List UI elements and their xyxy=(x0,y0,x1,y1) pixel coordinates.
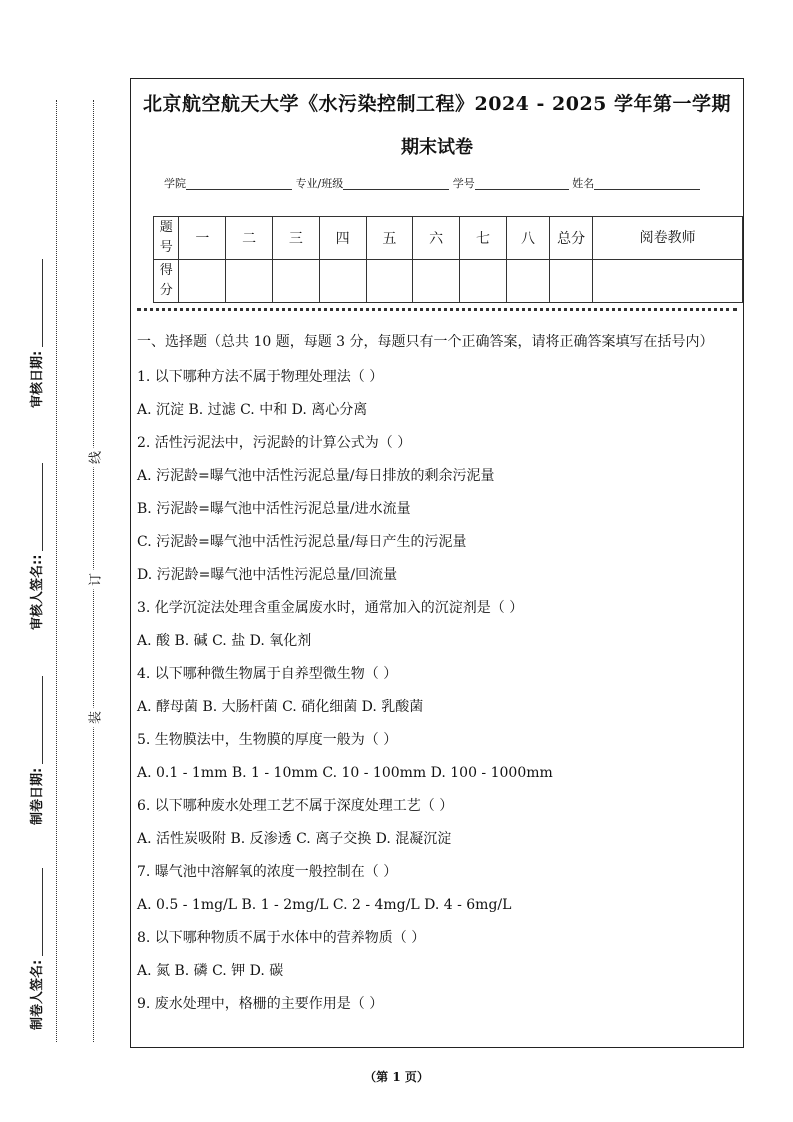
score-col-2: 二 xyxy=(226,217,273,260)
reviewer-signature-label: 审核人签名:: xyxy=(28,470,48,630)
score-cell[interactable] xyxy=(319,260,366,303)
reviewer-date-field[interactable] xyxy=(30,259,43,347)
student-id-label: 学号 xyxy=(452,177,475,190)
page-number: （第 1 页） xyxy=(364,1070,429,1084)
reviewer-signature-field[interactable] xyxy=(30,463,43,551)
college-field[interactable] xyxy=(186,177,292,190)
score-col-3: 三 xyxy=(273,217,320,260)
dotted-separator xyxy=(137,308,737,311)
question-line: A. 酵母菌 B. 大肠杆菌 C. 硝化细菌 D. 乳酸菌 xyxy=(137,699,424,715)
question-line: 9. 废水处理中，格栅的主要作用是（ ） xyxy=(137,996,384,1012)
question-list xyxy=(137,361,735,1021)
score-col-7: 七 xyxy=(460,217,507,260)
question-line: B. 污泥龄=曝气池中活性污泥总量/进水流量 xyxy=(137,501,411,517)
name-label: 姓名 xyxy=(572,177,595,190)
question-line: A. 污泥龄=曝气池中活性污泥总量/每日排放的剩余污泥量 xyxy=(137,468,495,484)
score-table-header-row xyxy=(154,217,743,260)
score-col-grader: 阅卷教师 xyxy=(593,217,743,260)
score-table-score-row xyxy=(154,260,743,303)
question-line: 5. 生物膜法中，生物膜的厚度一般为（ ） xyxy=(137,732,398,748)
major-class-field[interactable] xyxy=(343,177,449,190)
student-info-line xyxy=(164,175,700,191)
section-heading: 一、选择题（总共 10 题，每题 3 分，每题只有一个正确答案，请将正确答案填写在括号内） xyxy=(137,334,714,350)
score-col-8: 八 xyxy=(506,217,549,260)
score-cell[interactable] xyxy=(413,260,460,303)
score-table xyxy=(153,216,743,303)
question-line: A. 0.5 - 1mg/L B. 1 - 2mg/L C. 2 - 4mg/L D. 4 - 6mg/L xyxy=(137,897,512,913)
name-field[interactable] xyxy=(594,177,700,190)
exam-frame xyxy=(130,78,744,1048)
exam-title: 北京航空航天大学《水污染控制工程》2024 - 2025 学年第一学期 xyxy=(143,93,731,115)
score-col-total: 总分 xyxy=(550,217,593,260)
score-col-1: 一 xyxy=(179,217,226,260)
section-multiple-choice xyxy=(137,331,735,1021)
paper-made-date-label: 制卷日期: xyxy=(28,665,48,825)
question-number-label: 题号 xyxy=(154,217,179,260)
question-line: A. 活性炭吸附 B. 反渗透 C. 离子交换 D. 混凝沉淀 xyxy=(137,831,452,847)
score-cell[interactable] xyxy=(460,260,507,303)
score-cell[interactable] xyxy=(366,260,413,303)
question-line: D. 污泥龄=曝气池中活性污泥总量/回流量 xyxy=(137,567,398,583)
score-col-4: 四 xyxy=(319,217,366,260)
paper-maker-signature-field[interactable] xyxy=(30,868,43,956)
question-line: 4. 以下哪种微生物属于自养型微生物（ ） xyxy=(137,666,398,682)
question-line: A. 0.1 - 1mm B. 1 - 10mm C. 10 - 100mm D. 100 - 1000mm xyxy=(137,765,553,781)
score-label: 得分 xyxy=(154,260,179,303)
reviewer-date-label: 审核日期: xyxy=(28,248,48,408)
binding-char-bind: 订 xyxy=(85,570,104,590)
question-line: 8. 以下哪种物质不属于水体中的营养物质（ ） xyxy=(137,930,426,946)
question-line: 7. 曝气池中溶解氧的浓度一般控制在（ ） xyxy=(137,864,398,880)
question-line: 2. 活性污泥法中，污泥龄的计算公式为（ ） xyxy=(137,435,412,451)
exam-subtitle: 期末试卷 xyxy=(401,137,473,158)
question-line: 6. 以下哪种废水处理工艺不属于深度处理工艺（ ） xyxy=(137,798,454,814)
binding-char-line: 线 xyxy=(85,448,104,468)
student-id-field[interactable] xyxy=(475,177,569,190)
question-line: A. 酸 B. 碱 C. 盐 D. 氧化剂 xyxy=(137,633,312,649)
question-line: 3. 化学沉淀法处理含重金属废水时，通常加入的沉淀剂是（ ） xyxy=(137,600,524,616)
score-cell[interactable] xyxy=(226,260,273,303)
question-line: 1. 以下哪种方法不属于物理处理法（ ） xyxy=(137,369,384,385)
score-col-5: 五 xyxy=(366,217,413,260)
score-cell[interactable] xyxy=(506,260,549,303)
major-class-label: 专业/班级 xyxy=(295,177,344,190)
binding-dotted-line-outer xyxy=(56,100,57,1042)
question-line: A. 氮 B. 磷 C. 钾 D. 碳 xyxy=(137,963,284,979)
score-cell-total[interactable] xyxy=(550,260,593,303)
college-label: 学院 xyxy=(164,177,186,190)
question-line: A. 沉淀 B. 过滤 C. 中和 D. 离心分离 xyxy=(137,402,368,418)
paper-made-date-field[interactable] xyxy=(30,676,43,764)
score-cell-grader[interactable] xyxy=(593,260,743,303)
question-line: C. 污泥龄=曝气池中活性污泥总量/每日产生的污泥量 xyxy=(137,534,467,550)
binding-char-mount: 装 xyxy=(85,708,104,728)
score-cell[interactable] xyxy=(273,260,320,303)
score-cell[interactable] xyxy=(179,260,226,303)
paper-maker-signature-label: 制卷人签名: xyxy=(28,870,48,1030)
score-col-6: 六 xyxy=(413,217,460,260)
